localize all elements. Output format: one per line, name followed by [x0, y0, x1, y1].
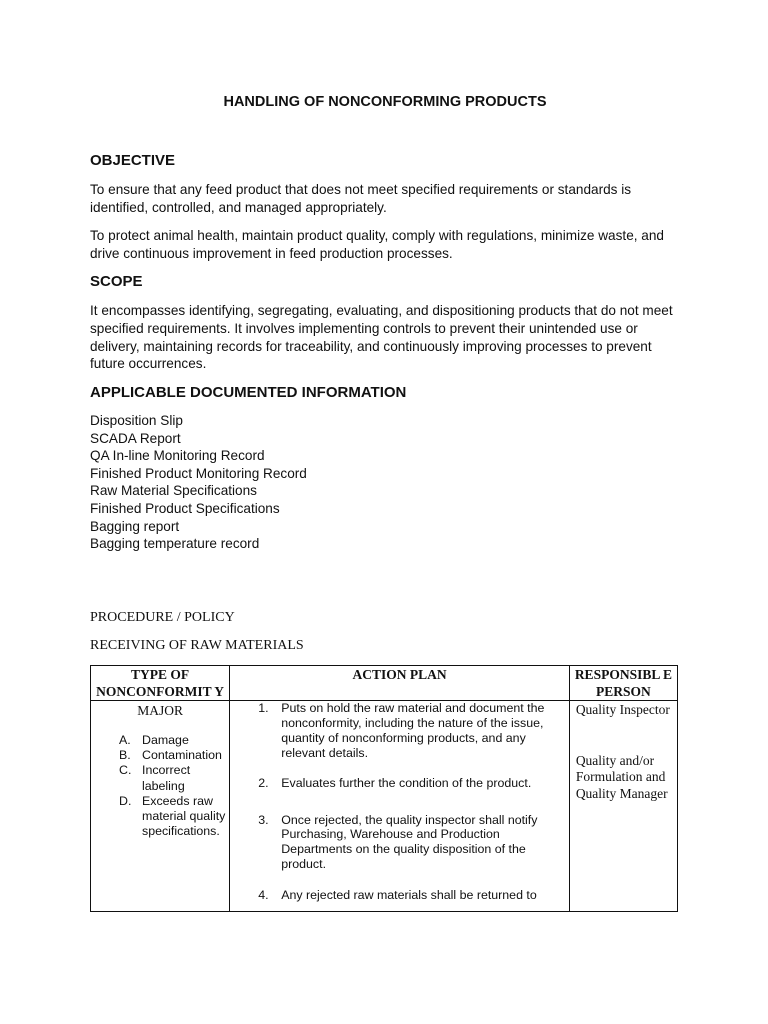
list-marker: 2. [258, 775, 269, 790]
list-item [91, 733, 229, 748]
nonconformity-type-cell [91, 701, 230, 912]
list-item: Finished Product Monitoring Record [90, 465, 307, 481]
responsible-person-cell [569, 701, 677, 912]
list-item-text: Incorrect labeling [142, 763, 191, 793]
list-marker: A. [119, 733, 131, 747]
list-marker: C. [119, 763, 132, 778]
list-item-text: Puts on hold the raw material and document the nonconformity, including the nature of the issue, quantity of nonconforming products, and any relevant details. [281, 701, 545, 760]
list-item: Finished Product Specifications [90, 500, 280, 516]
action-plan-cell [230, 701, 570, 912]
major-label: MAJOR [137, 703, 183, 718]
documented-info-heading: APPLICABLE DOCUMENTED INFORMATION [90, 384, 407, 401]
header-action-plan: ACTION PLAN [230, 666, 570, 701]
list-item: Raw Material Specifications [90, 483, 257, 499]
responsible-quality-inspector: Quality Inspector [575, 702, 670, 717]
scope-paragraph: It encompasses identifying, segregating, evaluating, and dispositioning products that do not meet specified requirements. It involves implementing controls to prevent their unintended use or delivery, maintaining records for traceability, and continuously improving processes to prevent future occurrences. [90, 303, 673, 372]
list-marker: 3. [258, 812, 269, 827]
list-item: Bagging temperature record [90, 536, 260, 552]
table-row [91, 701, 678, 912]
list-item-text: Contamination [142, 748, 222, 763]
list-marker: D. [119, 793, 132, 808]
list-item: Bagging report [90, 518, 180, 534]
list-item [230, 813, 569, 873]
list-item-text: Exceeds raw material quality specifications. [142, 793, 226, 839]
documented-info-list [90, 412, 307, 553]
nonconformity-type-list [91, 733, 229, 839]
page-title: HANDLING OF NONCONFORMING PRODUCTS [223, 94, 547, 110]
objective-paragraph-2: To protect animal health, maintain product quality, comply with regulations, minimize waste, and drive continuous improvement in feed production processes. [90, 228, 664, 261]
list-item-text: Damage [142, 733, 189, 747]
responsible-quality-manager: Quality and/or Formulation and Quality Manager [575, 752, 668, 801]
objective-paragraph-1: To ensure that any feed product that does not meet specified requirements or standards is identified, controlled, and managed appropriately. [90, 182, 632, 215]
nonconformity-table [90, 665, 678, 912]
header-responsible-person: RESPONSIBL E PERSON [569, 666, 677, 701]
list-item [230, 776, 569, 791]
list-marker: B. [119, 748, 131, 763]
procedure-heading: PROCEDURE / POLICY [90, 610, 235, 625]
list-item-text: Any rejected raw materials shall be returned to [281, 888, 537, 903]
list-item [230, 701, 569, 761]
table-header-row [91, 666, 678, 701]
list-item-text: Evaluates further the condition of the product. [281, 775, 532, 790]
scope-heading: SCOPE [90, 273, 143, 290]
list-item: Disposition Slip [90, 413, 183, 428]
list-marker: 4. [258, 888, 269, 903]
list-item: QA In-line Monitoring Record [90, 448, 265, 464]
list-item [91, 748, 229, 763]
list-item-text: Once rejected, the quality inspector shall notify Purchasing, Warehouse and Production Departments on the quality disposition of the product. [281, 812, 538, 872]
action-plan-list [230, 701, 569, 903]
header-type-of-nonconformity: TYPE OF NONCONFORMIT Y [91, 666, 230, 701]
list-marker: 1. [258, 701, 269, 715]
list-item: SCADA Report [90, 430, 181, 446]
list-item [91, 763, 229, 793]
list-item [230, 888, 569, 903]
list-item [91, 794, 229, 840]
objective-heading: OBJECTIVE [90, 152, 176, 169]
receiving-subheading: RECEIVING OF RAW MATERIALS [90, 638, 304, 653]
